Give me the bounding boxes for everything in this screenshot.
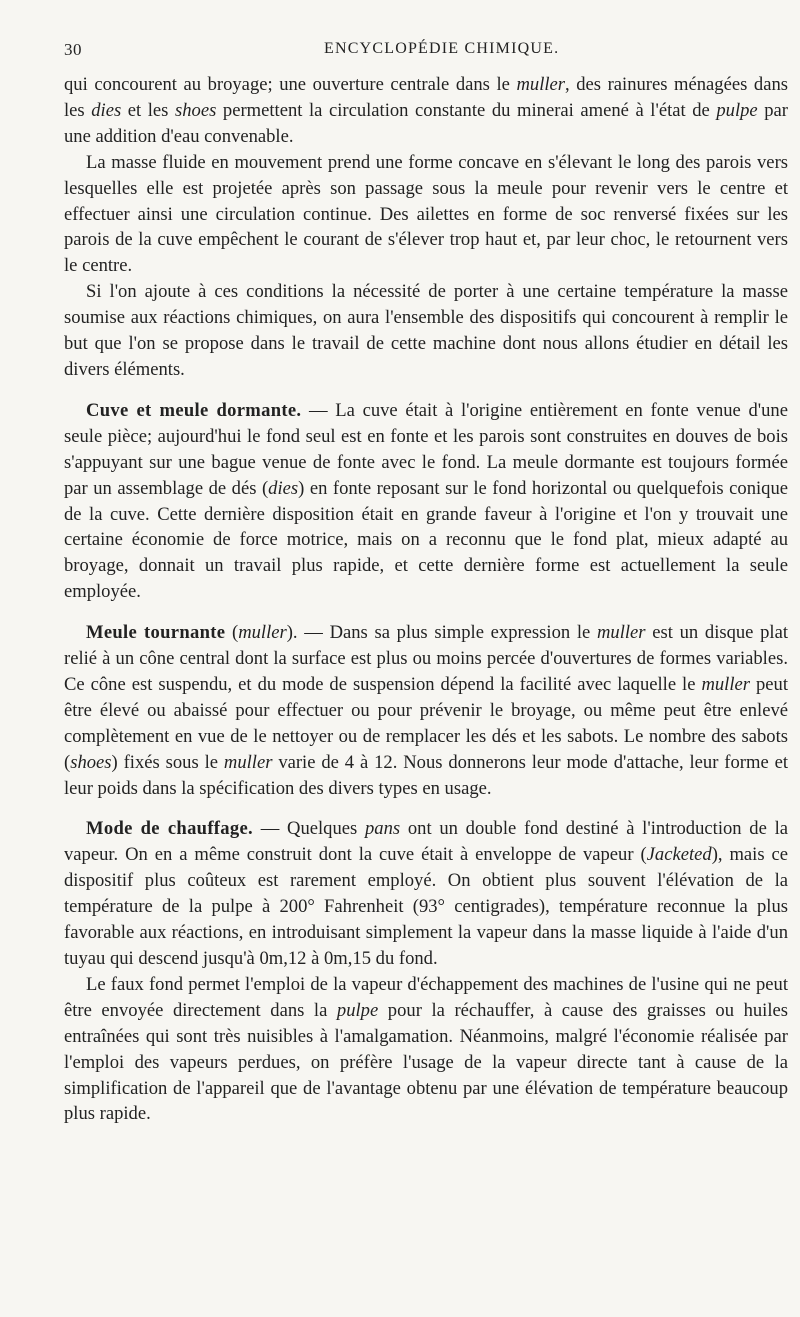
text-run: , des rainures ménagées dans les [64,74,788,121]
section-meule-tournante [64,620,788,801]
text-run: est un disque plat relié à un cône central dont la surface est plus ou moins percée d'ouvertures de formes variables. Ce cône est suspendu, et du mode de suspension dépend la facilité avec laquelle le [64,622,789,695]
text-run: par une addition d'eau convenable. [64,99,788,147]
text-run: peut être élevé ou abaissé pour effectuer ou pour prévenir le broyage, ou même peut être enlevé complètement en vue de le nettoyer ou de remplacer les dés et les sabots. Le nombre des sabots ( [64,673,788,773]
italic-term: pans [365,818,401,840]
text-run: ( [225,622,239,644]
italic-term: pulpe [336,999,379,1021]
paragraph-faux-fond [64,972,788,1127]
running-title: ENCYCLOPÉDIE CHIMIQUE. [324,40,560,57]
section-chauffage [64,816,788,971]
italic-term: muller [597,622,646,644]
italic-term: muller [516,74,566,95]
text-run: varie de 4 à 12. Nous donnerons leur mode d'attache, leur forme et leur poids dans la spécification des divers types en usage. [64,751,788,799]
paragraph-1 [64,72,788,150]
text-run: ). — Dans sa plus simple expression le [286,622,597,644]
italic-term: shoes [70,751,112,773]
text-run: et les [121,99,175,121]
text-run: — Quelques [253,818,365,840]
italic-term: shoes [175,99,217,121]
italic-term: muller [223,751,273,773]
text-run: — La cuve était à l'origine entièrement en fonte venue d'une seule pièce; aujourd'hui le fond seul est en fonte et les parois sont construites en douves de bois s'appuyant sur une bague venue de fonte avec le fond. La meule dormante est toujours formée par un assemblage de dés ( [64,399,788,499]
paragraph-2: La masse fluide en mouvement prend une forme concave en s'élevant le long des parois vers lesquelles elle est projetée après son passage sous la meule pour revenir vers le centre et effectuer ainsi une circulation continue. Des ailettes en forme de soc renversé fixées sur les parois de la cuve empêchent le courant de s'élever trop haut et, par leur choc, le retournent vers le centre. [64,151,788,277]
italic-term: dies [91,99,122,121]
italic-term: dies [268,477,299,499]
italic-term: pulpe [716,99,758,121]
body-text [64,72,788,1127]
italic-term: Jacketed [646,844,712,866]
text-run: pour la réchauffer, à cause des graisses ou huiles entraînées qui sont très nuisibles à l'amalgamation. Néanmoins, malgré l'économie réalisée par l'emploi des vapeurs perdues, on préfère l'usage de la vapeur directe tant à cause de la simplification de l'appareil que de l'avantage obtenu par une élévation de température beaucoup plus rapide. [64,999,789,1125]
text-run: Le faux fond permet l'emploi de la vapeur d'échappement des machines de l'usine qui ne peut être envoyée directement dans la [64,973,788,1021]
paragraph-3: Si l'on ajoute à ces conditions la nécessité de porter à une certaine température la masse soumise aux réactions chimiques, on aura l'ensemble des dispositifs qui concourent à remplir le but que l'on se propose dans le travail de cette machine dont nous allons étudier en détail les divers éléments. [64,281,788,380]
text-run: ) en fonte reposant sur le fond horizontal ou quelquefois conique de la cuve. Cette dernière disposition était en grande faveur à l'origine et l'on y trouvait une certaine économie de force motrice, mais on a reconnu que le fond plat, mieux adapté au broyage, donnait un travail plus rapide, et cette dernière forme est actuellement la seule employée. [64,477,789,603]
section-heading: Meule tournante [86,622,226,644]
text-run: permettent la circulation constante du minerai amené à l'état de [216,99,717,121]
text-run: qui concourent au broyage; une ouverture centrale dans le [64,74,517,95]
text-run: ont un double fond destiné à l'introduction de la vapeur. On en a même construit dont la cuve était à enveloppe de vapeur ( [64,818,788,866]
section-heading: Cuve et meule dormante. [86,399,302,421]
text-run: ) fixés sous le [111,751,224,773]
page-number: 30 [64,40,82,59]
text-run: ), mais ce dispositif plus coûteux est rarement employé. On obtient plus souvent l'élévation de la température de la pulpe à 200° Fahrenheit (93° centigrades), température reconnue la plus favorable aux réactions, en introduisant simplement la vapeur dans la masse liquide à l'aide d'un tuyau qui descend jusqu'à 0m,12 à 0m,15 du fond. [64,844,789,969]
page-header [64,38,788,62]
italic-term: muller [701,673,750,695]
italic-term: muller [238,622,287,644]
section-cuve [64,398,788,605]
section-heading: Mode de chauffage. [86,818,253,840]
